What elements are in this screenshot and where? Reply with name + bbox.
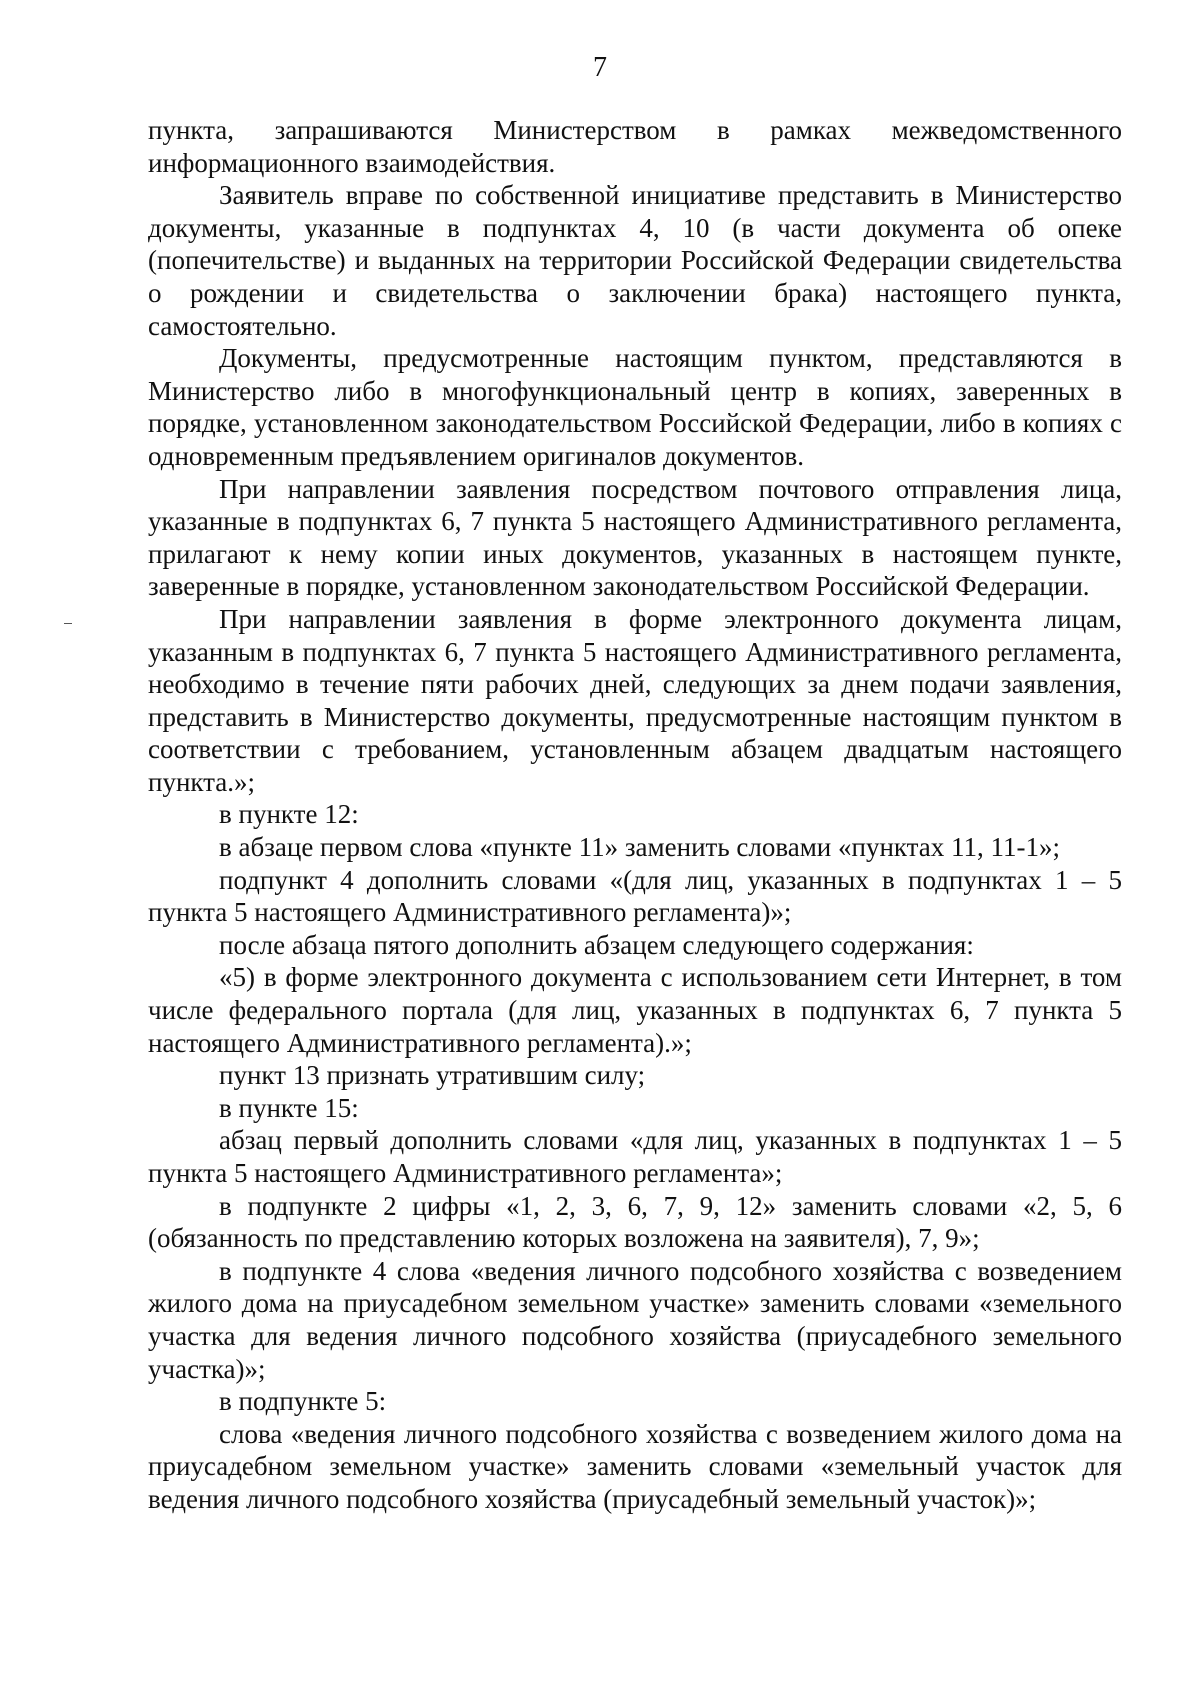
paragraph-10: «5) в форме электронного документа с использованием сети Интернет, в том числе федерального портала (для лиц, указанных в подпунктах 6, 7 пункта 5 настоящего Административного регламента).»; [148,962,1122,1058]
paragraph-5: При направлении заявления в форме электронного документа лицам, указанным в подпунктах 6, 7 пункта 5 настоящего Административного регламента, необходимо в течение пяти рабочих дней, следующих за днем подачи заявления, представить в Министерство документы, предусмотренные настоящим пунктом в соответствии с требованием, установленным абзацем двадцатым настоящего пункта.»; [148,603,1122,797]
paragraph-13: абзац первый дополнить словами «для лиц, указанных в подпунктах 1 – 5 пункта 5 настоящего Административного регламента»; [148,1125,1122,1188]
paragraph-3: Документы, предусмотренные настоящим пунктом, представляются в Министерство либо в многофункциональный центр в копиях, заверенных в порядке, установленном законодательством Российской Федерации, либо в копиях с одновременным предъявлением оригиналов документов. [148,343,1122,471]
paragraph-8: подпункт 4 дополнить словами «(для лиц, указанных в подпунктах 1 – 5 пункта 5 настоящего Административного регламента)»; [148,864,1122,928]
paragraph-14: в подпункте 2 цифры «1, 2, 3, 6, 7, 9, 12» заменить словами «2, 5, 6 (обязанность по представлению которых возложена на заявителя), 7, 9»; [148,1190,1122,1254]
paragraph-15: в подпункте 4 слова «ведения личного подсобного хозяйства с возведением жилого дома на приусадебном земельном участке» заменить словами «земельного участка для ведения личного подсобного хозяйства (приусадебного земельного участка)»; [148,1255,1122,1384]
paragraph-6: в пункте 12: [219,799,359,830]
paragraph-16: в подпункте 5: [219,1386,387,1417]
paragraph-1: пункта, запрашиваются Министерством в рамках межведомственного информационного взаимодействия. [148,115,1122,178]
document-body [148,114,1122,1516]
paragraph-4: При направлении заявления посредством почтового отправления лица, указанные в подпунктах 6, 7 пункта 5 настоящего Административного регламента, прилагают к нему копии иных документов, указанных в настоящем пункте, заверенные в порядке, установленном законодательством Российской Федерации. [148,473,1122,602]
paragraph-12: в пункте 15: [219,1092,359,1123]
paragraph-7: в абзаце первом слова «пункте 11» заменить словами «пунктах 11, 11-1»; [219,832,1061,863]
paragraph-2: Заявитель вправе по собственной инициативе представить в Министерство документы, указанные в подпунктах 4, 10 (в части документа об опеке (попечительстве) и выданных на территории Российской Федерации свидетельства о рождении и свидетельства о заключении брака) настоящего пункта, самостоятельно. [148,180,1122,341]
paragraph-17: слова «ведения личного подсобного хозяйства с возведением жилого дома на приусадебном земельном участке» заменить словами «земельный участок для ведения личного подсобного хозяйства (приусадебный земельный участок)»; [148,1418,1122,1514]
scan-artifact-mark [64,623,72,624]
paragraph-11: пункт 13 признать утратившим силу; [219,1060,646,1091]
paragraph-9: после абзаца пятого дополнить абзацем следующего содержания: [219,929,974,960]
page-number: 7 [593,52,607,83]
